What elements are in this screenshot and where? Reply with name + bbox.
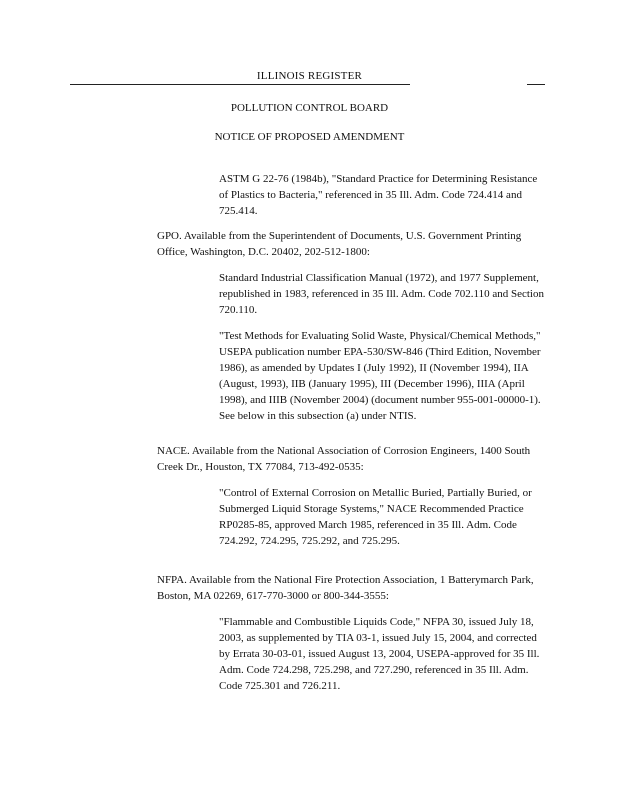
- nace-rp0285-reference: "Control of External Corrosion on Metallic Buried, Partially Buried, or Submerged Liquid Storage Systems," NACE Recommended Practice RP0285-85, approved March 1985, referenced in 35 Ill. Adm. Code 724.292, 724.295, 725.292, and 725.295.: [219, 487, 532, 547]
- nfpa30-reference: "Flammable and Combustible Liquids Code," NFPA 30, issued July 18, 2003, as supplemented by TIA 03-1, issued July 15, 2004, and corrected by Errata 30-03-01, issued August 13, 2004, USEPA-approved for 35 Ill. Adm. Code 724.298, 725.298, and 727.290, referenced in 35 Ill. Adm. Code 725.301 and 726.211.: [219, 616, 540, 692]
- notice-title: NOTICE OF PROPOSED AMENDMENT: [214, 131, 405, 143]
- board-name: POLLUTION CONTROL BOARD: [230, 102, 389, 114]
- header-rule-short: [527, 84, 545, 85]
- sw846-reference: "Test Methods for Evaluating Solid Waste, Physical/Chemical Methods," USEPA publication number EPA-530/SW-846 (Third Edition, November 1986), as amended by Updates I (July 1992), II (November 1994), IIA (August, 1993), IIB (January 1995), III (December 1996), IIIA (April 1998), and IIIB (November 2004) (document number 955-001-00000-1). See below in this subsection (a) under NTIS.: [219, 330, 541, 422]
- nfpa-source: NFPA. Available from the National Fire Protection Association, 1 Batterymarch Park, Boston, MA 02269, 617-770-3000 or 800-344-3555:: [157, 574, 534, 602]
- register-title: ILLINOIS REGISTER: [256, 70, 363, 82]
- nace-source: NACE. Available from the National Association of Corrosion Engineers, 1400 South Creek Dr., Houston, TX 77084, 713-492-0535:: [157, 445, 531, 473]
- sic-manual-reference: Standard Industrial Classification Manual (1972), and 1977 Supplement, republished in 1983, referenced in 35 Ill. Adm. Code 702.110 and Section 720.110.: [219, 272, 544, 316]
- header-rule: [70, 84, 410, 85]
- gpo-source: GPO. Available from the Superintendent of Documents, U.S. Government Printing Office, Washington, D.C. 20402, 202-512-1800:: [157, 230, 522, 258]
- astm-reference: ASTM G 22-76 (1984b), "Standard Practice for Determining Resistance of Plastics to Bacteria," referenced in 35 Ill. Adm. Code 724.414 and 725.414.: [219, 173, 538, 217]
